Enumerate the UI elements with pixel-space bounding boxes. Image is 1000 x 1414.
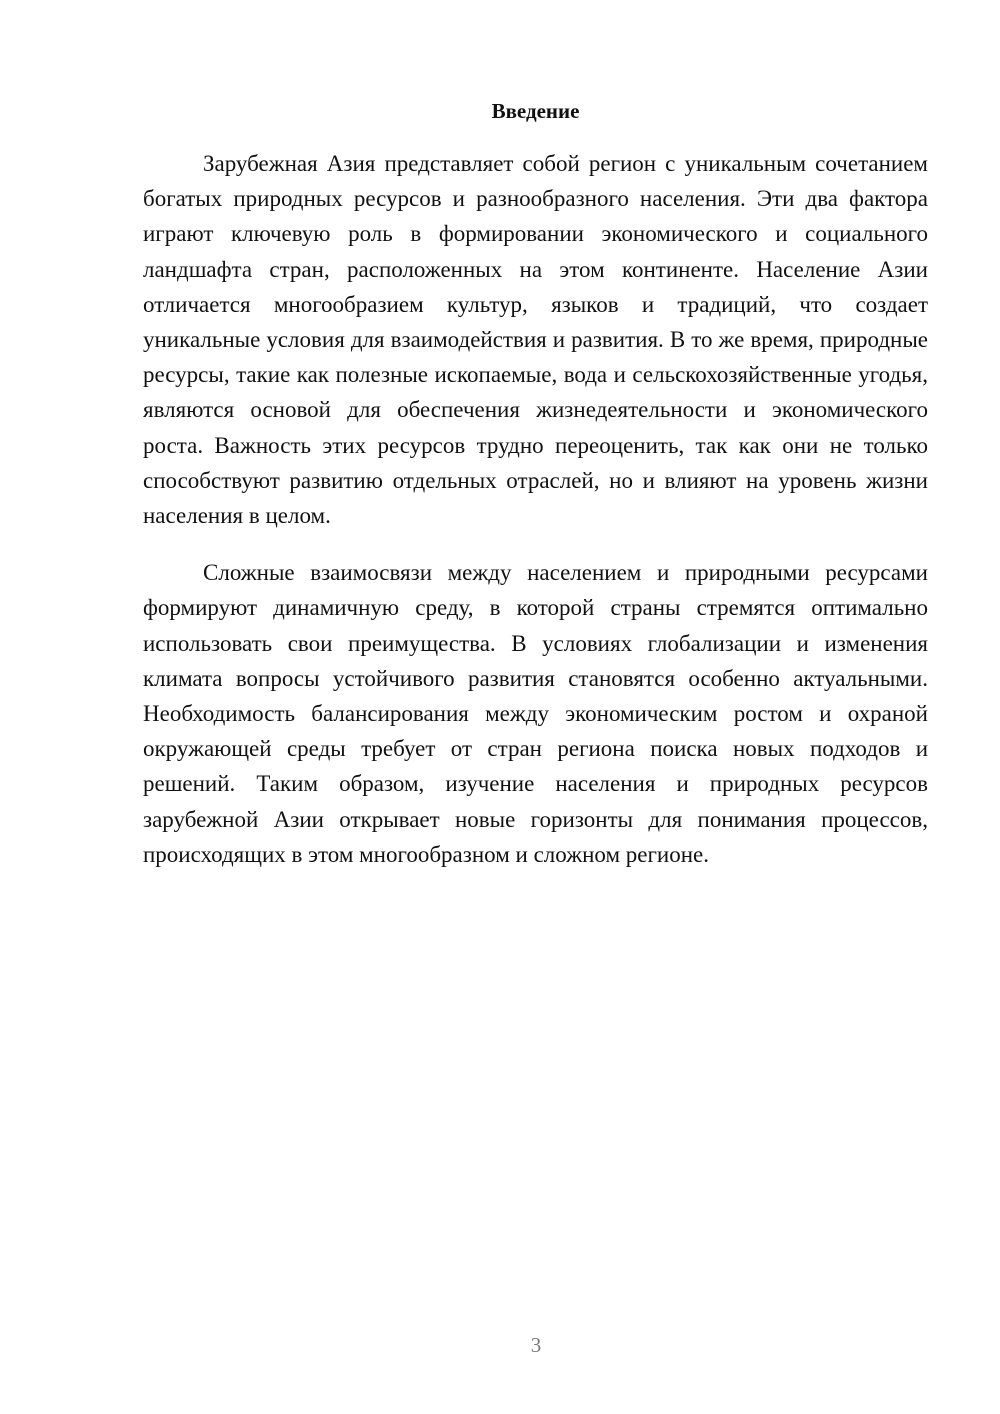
section-heading: Введение [491,99,580,123]
paragraph-1: Зарубежная Азия представляет собой регион с уникальным сочетанием богатых природных ресурсов и разнообразного населения. Эти два фактора играют ключевую роль в формировании экономического и социального ландшафта стран, расположенных на этом континенте. Население Азии отличается многообразием культур, языков и традиций, что создает уникальные условия для взаимодействия и развития. В то же время, природные ресурсы, такие как полезные ископаемые, вода и сельскохозяйственные угодья, являются основой для обеспечения жизнедеятельности и экономического роста. Важность этих ресурсов трудно переоценить, так как они не только способствуют развитию отдельных отраслей, но и влияют на уровень жизни населения в целом. [143,151,928,529]
page-content [143,96,928,872]
page-number: 3 [530,1333,542,1357]
paragraph-2: Сложные взаимосвязи между населением и природными ресурсами формируют динамичную среду, в которой страны стремятся оптимально использовать свои преимущества. В условиях глобализации и изменения климата вопросы устойчивого развития становятся особенно актуальными. Необходимость балансирования между экономическим ростом и охраной окружающей среды требует от стран региона поиска новых подходов и решений. Таким образом, изучение населения и природных ресурсов зарубежной Азии открывает новые горизонты для понимания процессов, происходящих в этом многообразном и сложном регионе. [143,560,928,867]
